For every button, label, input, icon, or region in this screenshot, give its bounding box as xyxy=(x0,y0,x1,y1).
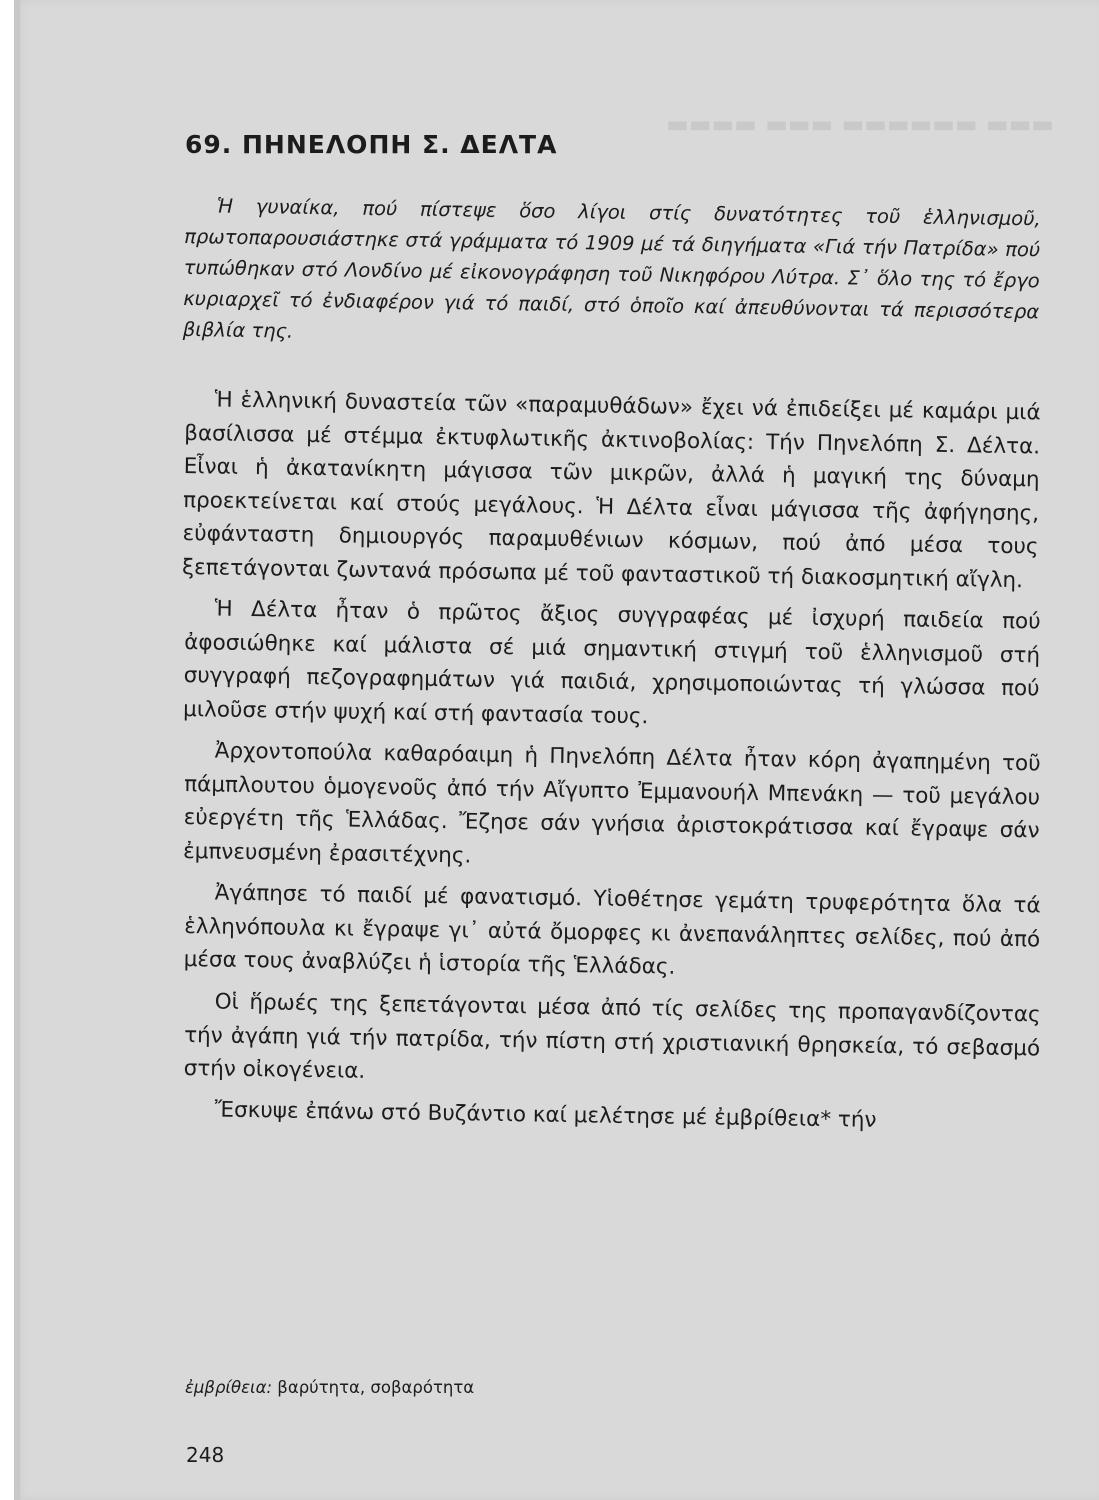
body-paragraph-5: Οἱ ἥρωές της ξεπετάγονται μέσα ἀπό τίς σελίδες της προπαγανδίζοντας τήν ἀγάπη γιά τήν πατρίδα, τήν πίστη στή χριστιανική θρησκεία, τό σεβασμό στήν οἰκογένεια. xyxy=(183,988,1041,1084)
intro-paragraph: Ἡ γυναίκα, πού πίστεψε ὅσο λίγοι στίς δυνατότητες τοῦ ἑλληνισμοῦ, πρωτοπαρουσιάστηκε στά γράμματα τό 1909 μέ τά διηγήματα «Γιά τήν Πατρίδα» πού τυπώθηκαν στό Λονδίνο μέ εἰκονογράφηση τοῦ Νικηφόρου Λύτρα. Σ᾽ ὅλο της τό ἔργο κυριαρχεῖ τό ἐνδιαφέρον γιά τό παιδί, στό ὁποῖο καί ἀπευθύνονται τά περισσότερα βιβλία της. xyxy=(182,194,1041,343)
body-paragraph-1: Ἡ ἑλληνική δυναστεία τῶν «παραμυθάδων» ἔχει νά ἐπιδείξει μέ καμάρι μιά βασίλισσα μέ στέμμα ἐκτυφλωτικῆς ἀκτινοβολίας: Τήν Πηνελόπη Σ. Δέλτα. Εἶναι ἡ ἀκατανίκητη μάγισσα τῶν μικρῶν, ἀλλά ἡ μαγική της δύναμη προεκτείνεται καί στούς μεγάλους. Ἡ Δέλτα εἶναι μάγισσα τῆς ἀφήγησης, εὐφάνταστη δημιουργός παραμυθένιων κόσμων, πού ἀπό μέσα τους ξεπετάγονται ζωντανά πρόσωπα μέ τοῦ φανταστικοῦ τή διακοσμητική αἴγλη. xyxy=(181,387,1041,593)
chapter-title: 69. ΠΗΝΕΛΟΠΗ Σ. ΔΕΛΤΑ xyxy=(185,130,558,159)
body-paragraph-3: Ἀρχοντοπούλα καθαρόαιμη ἡ Πηνελόπη Δέλτα ἦταν κόρη ἀγαπημένη τοῦ πάμπλουτου ὁμογενοῦς ἀπό τήν Αἴγυπτο Ἐμμανουήλ Μπενάκη — τοῦ μεγάλου εὐεργέτη τῆς Ἑλλάδας. Ἔζησε σάν γνήσια ἀριστοκράτισσα καί ἔγραψε σάν ἐμπνευσμένη ἐρασιτέχνης. xyxy=(182,738,1041,869)
body-paragraph-6: Ἔσκυψε ἐπάνω στό Βυζάντιο καί μελέτησε μέ ἐμβρίθεια* τήν xyxy=(214,1097,877,1133)
page-number: 248 xyxy=(186,1443,225,1467)
reverse-page-bleed-through: ▬▬▬ ▬▬▬▬▬▬ ▬▬▬ ▬▬▬▬ xyxy=(666,110,1054,138)
footnote xyxy=(185,1378,474,1397)
footnote-term: ἐμβρίθεια: xyxy=(185,1378,273,1397)
footnote-definition: βαρύτητα, σοβαρότητα xyxy=(277,1378,475,1397)
page-content xyxy=(181,130,1041,1135)
body-paragraph-2: Ἡ Δέλτα ἦταν ὁ πρῶτος ἄξιος συγγραφέας μέ ἰσχυρή παιδεία πού ἀφοσιώθηκε καί μάλιστα σέ μιά σημαντική στιγμή τοῦ ἑλληνισμοῦ στή συγγραφή πεζογραφημάτων γιά παιδιά, χρησιμοποιώντας τή γλώσσα πού μιλοῦσε στήν ψυχή καί στή φαντασία τους. xyxy=(182,596,1041,729)
body-paragraph-4: Ἀγάπησε τό παιδί μέ φανατισμό. Υἱοθέτησε γεμάτη τρυφερότητα ὅλα τά ἑλληνόπουλα κι ἔγραψε γι᾽ αὐτά ὄμορφες κι ἀνεπανάληπτες σελίδες, πού ἀπό μέσα τους ἀναβλύζει ἡ ἱστορία τῆς Ἑλλάδας. xyxy=(183,880,1041,980)
